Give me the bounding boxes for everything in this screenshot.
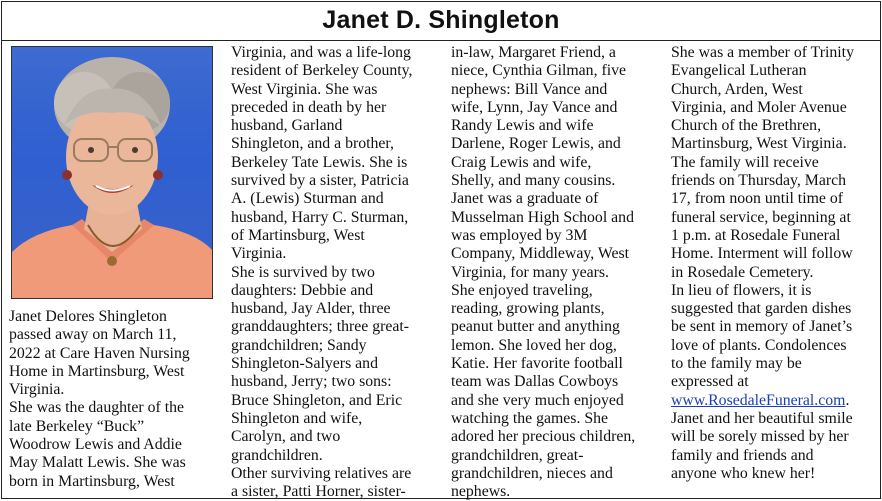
text-line: niece, Cynthia Gilman, five xyxy=(451,62,627,80)
text-line: She enjoyed traveling, xyxy=(451,281,593,299)
text-line: to the family may be xyxy=(671,355,802,373)
text-line: peanut butter and anything xyxy=(451,318,620,336)
text-line: in Rosedale Cemetery. xyxy=(671,263,814,281)
text-line: husband, Jay Alder, three xyxy=(231,300,391,318)
text-line: family and friends and xyxy=(671,446,814,464)
text-line: Katie. Her favorite football xyxy=(451,355,623,373)
text-line: Darlene, Roger Lewis, and xyxy=(451,135,621,153)
text-line: love of plants. Condolences xyxy=(671,336,847,354)
text-line: Shingleton and wife, xyxy=(231,409,363,427)
text-line: resident of Berkeley County, xyxy=(231,62,413,80)
text-line: 1 p.m. at Rosedale Funeral xyxy=(671,226,841,244)
text-line: May Malatt Lewis. She was xyxy=(9,454,186,472)
text-line: Church, Arden, West xyxy=(671,80,803,98)
text-line: husband, Harry C. Sturman, xyxy=(231,208,409,226)
text-line: and she very much enjoyed xyxy=(451,391,624,409)
text-line: Virginia. xyxy=(231,245,287,263)
text-line: Janet and her beautiful smile xyxy=(671,409,853,427)
text-line: Martinsburg, West Virginia. xyxy=(671,135,847,153)
text-line: of Martinsburg, West xyxy=(231,226,365,244)
text-line: wife, Lynn, Jay Vance and xyxy=(451,98,618,116)
text-line: team was Dallas Cowboys xyxy=(451,373,619,391)
text-line: grandchildren. xyxy=(231,446,323,464)
text-line: survived by a sister, Patricia xyxy=(231,172,409,190)
funeral-home-link-line xyxy=(671,392,876,410)
text-line: husband, Jerry; two sons: xyxy=(231,373,392,391)
obituary-title: Janet D. Shingleton xyxy=(322,6,560,34)
text-line: Berkeley Tate Lewis. She is xyxy=(231,153,408,171)
funeral-home-link[interactable]: www.RosedaleFuneral.com xyxy=(671,391,846,409)
text-line: Virginia. xyxy=(9,381,65,399)
text-line: She was a member of Trinity xyxy=(671,44,854,61)
text-line: West Virginia. She was xyxy=(231,80,378,98)
text-line: preceded in death by her xyxy=(231,98,387,116)
text-line: Janet Delores Shingleton xyxy=(9,308,167,325)
text-line: granddaughters; three great- xyxy=(231,318,410,336)
text-line: Woodrow Lewis and Addie xyxy=(9,436,182,454)
text-line: Home. Interment will follow xyxy=(671,245,853,263)
text-line: grandchildren, nieces and xyxy=(451,464,613,482)
text-line: daughters: Debbie and xyxy=(231,281,374,299)
text-line: Craig Lewis and wife, xyxy=(451,153,592,171)
text-line: nephews: Bill Vance and xyxy=(451,80,608,98)
text-line: grandchildren, great- xyxy=(451,446,584,464)
text-line: 17, from noon until time of xyxy=(671,190,843,208)
link-suffix: . xyxy=(845,391,850,409)
text-line: Other surviving relatives are xyxy=(231,464,412,482)
text-line: nephews. xyxy=(451,483,511,501)
column-2 xyxy=(231,44,436,501)
text-line: Virginia, and Moler Avenue xyxy=(671,98,847,116)
text-line: 2022 at Care Haven Nursing xyxy=(9,344,190,362)
text-line: anyone who knew her! xyxy=(671,464,816,482)
text-line: Virginia, for many years. xyxy=(451,263,609,281)
text-line: Virginia, and was a life-long xyxy=(231,44,411,61)
text-line: a sister, Patti Horner, sister- xyxy=(231,483,406,501)
text-line: late Berkeley “Buck” xyxy=(9,417,145,435)
text-line: Home in Martinsburg, West xyxy=(9,362,185,380)
text-line: Shelly, and many cousins. xyxy=(451,172,616,190)
column-1 xyxy=(9,308,215,491)
text-line: grandchildren; Sandy xyxy=(231,336,367,354)
text-line: In lieu of flowers, it is xyxy=(671,281,812,299)
text-line: Shingleton, and a brother, xyxy=(231,135,395,153)
text-line: be sent in memory of Janet’s xyxy=(671,318,853,336)
text-line: suggested that garden dishes xyxy=(671,300,852,318)
text-line: funeral service, beginning at xyxy=(671,208,851,226)
text-line: expressed at xyxy=(671,373,749,391)
column-4 xyxy=(671,44,876,483)
text-line: She is survived by two xyxy=(231,263,375,281)
text-line: in-law, Margaret Friend, a xyxy=(451,44,616,61)
text-line: A. (Lewis) Sturman and xyxy=(231,190,384,208)
text-line: born in Martinsburg, West xyxy=(9,472,175,490)
text-line: Company, Middleway, West xyxy=(451,245,630,263)
text-line: The family will receive xyxy=(671,153,819,171)
text-line: was employed by 3M xyxy=(451,226,588,244)
column-3 xyxy=(451,44,661,501)
text-line: Randy Lewis and wife xyxy=(451,117,594,135)
text-line: Evangelical Lutheran xyxy=(671,62,807,80)
text-line: reading, growing plants, xyxy=(451,300,605,318)
obituary-page xyxy=(1,1,881,499)
text-line: She was the daughter of the xyxy=(9,399,185,417)
text-line: Carolyn, and two xyxy=(231,428,341,446)
text-line: watching the games. She xyxy=(451,409,609,427)
portrait-photo xyxy=(11,46,213,299)
text-line: husband, Garland xyxy=(231,117,343,135)
text-line: will be sorely missed by her xyxy=(671,428,849,446)
text-line: adored her precious children, xyxy=(451,428,636,446)
text-line: lemon. She loved her dog, xyxy=(451,336,617,354)
text-line: passed away on March 11, xyxy=(9,326,177,344)
text-line: Bruce Shingleton, and Eric xyxy=(231,391,403,409)
text-line: Church of the Brethren, xyxy=(671,117,822,135)
text-line: Shingleton-Salyers and xyxy=(231,355,378,373)
text-line: Musselman High School and xyxy=(451,208,634,226)
text-line: Janet was a graduate of xyxy=(451,190,599,208)
text-line: friends on Thursday, March xyxy=(671,172,847,190)
title-divider xyxy=(2,40,880,41)
